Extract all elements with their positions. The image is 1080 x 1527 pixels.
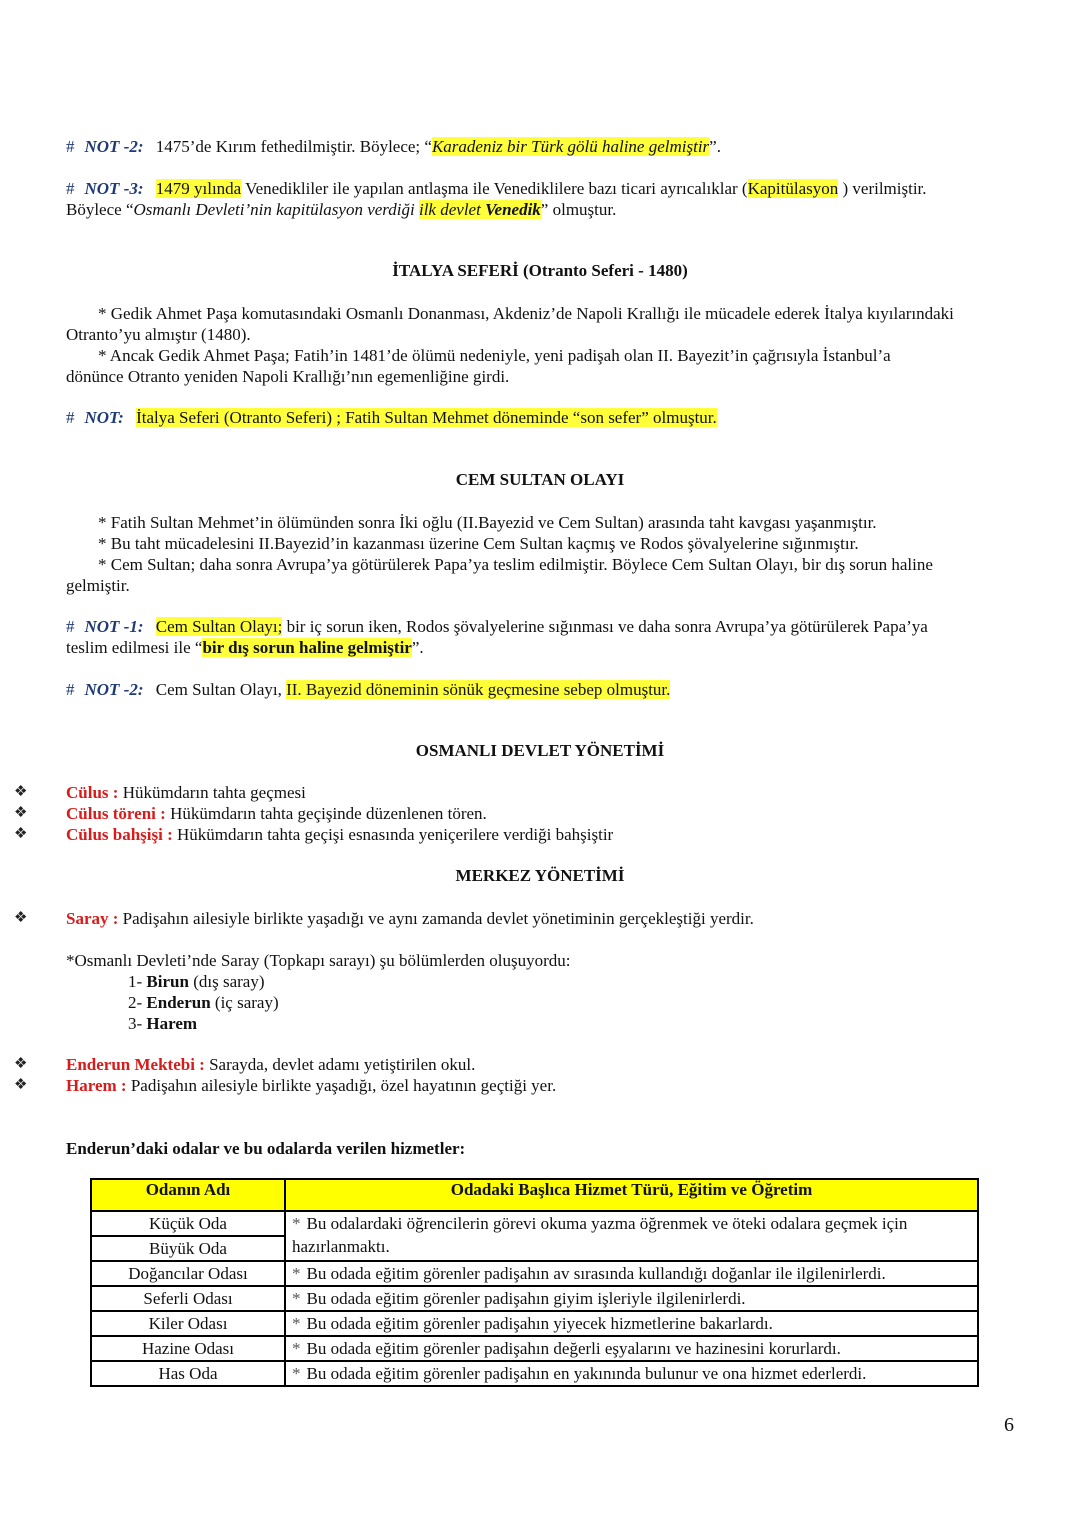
header-oda-adi: Odanın Adı [91, 1179, 285, 1211]
oda-name: Doğancılar Odası [91, 1261, 285, 1286]
note-3-kapitulasyon: # NOT -3: 1479 yılında Venedikliler ile yapılan antlaşma ile Venediklilere bazı ticari ayrıcalıklar (Kapitülasyon ) verilmiştir. [66, 179, 927, 198]
italya-heading: İTALYA SEFERİ (Otranto Seferi - 1480) [392, 261, 688, 280]
culus-toreni-item: Cülus töreni : Hükümdarın tahta geçişinde düzenlenen tören. [66, 804, 487, 823]
italya-p1-cont: Otranto’yu almıştır (1480). [66, 325, 251, 344]
italya-p2-cont: dönünce Otranto yeniden Napoli Krallığı’nın egemenliğine girdi. [66, 367, 510, 386]
yonetim-heading: OSMANLI DEVLET YÖNETİMİ [415, 741, 665, 760]
cem-p3: * Cem Sultan; daha sonra Avrupa’ya götürülerek Papa’ya teslim edilmiştir. Böylece Cem Sultan Olayı, bir dış sorun haline [98, 555, 933, 574]
oda-name: Büyük Oda [149, 1239, 227, 1258]
saray-part-harem: 3- Harem [128, 1014, 198, 1033]
cem-heading: CEM SULTAN OLAYI [455, 470, 625, 489]
merkez-heading: MERKEZ YÖNETİMİ [455, 866, 625, 885]
header-hizmet: Odadaki Başlıca Hizmet Türü, Eğitim ve Öğretim [285, 1179, 978, 1211]
harem-item: Harem : Padişahın ailesiyle birlikte yaşadığı, özel hayatının geçtiği yer. [66, 1076, 557, 1095]
table-row: Has Oda * Bu odada eğitim görenler padişahın en yakınında bulunur ve ona hizmet ederlerdi. [91, 1361, 978, 1386]
cem-p1: * Fatih Sultan Mehmet’in ölümünden sonra İki oğlu (II.Bayezid ve Cem Sultan) arasında taht kavgası yaşanmıştır. [98, 513, 877, 532]
oda-name: Kiler Odası [91, 1311, 285, 1336]
diamond-bullet-icon: ❖ [14, 1056, 28, 1072]
saray-part-birun: 1- Birun (dış saray) [128, 972, 265, 991]
cem-note-1-line2: teslim edilmesi ile “bir dış sorun haline gelmiştir”. [66, 638, 424, 657]
oda-desc: Bu odada eğitim görenler padişahın av sırasında kullandığı doğanlar ile ilgilenirlerdi. [306, 1264, 886, 1283]
table-row: Küçük Oda Büyük Oda * Bu odalardaki öğrencilerin görevi okuma yazma öğrenmek ve öteki odalara geçmek için hazırlanmaktı. [91, 1211, 978, 1261]
saray-item: Saray : Padişahın ailesiyle birlikte yaşadığı ve aynı zamanda devlet yönetiminin gerçekleştiği yerdir. [66, 909, 754, 928]
diamond-bullet-icon: ❖ [14, 1077, 28, 1093]
note-3-line2: Böylece “Osmanlı Devleti’nin kapitülasyon verdiği ilk devlet Venedik” olmuştur. [66, 200, 617, 219]
diamond-bullet-icon: ❖ [14, 910, 28, 926]
cem-note-2: # NOT -2: Cem Sultan Olayı, II. Bayezid döneminin sönük geçmesine sebep olmuştur. [66, 680, 671, 699]
diamond-bullet-icon: ❖ [14, 784, 28, 800]
saray-bolumler-intro: *Osmanlı Devleti’nde Saray (Topkapı sarayı) şu bölümlerden oluşuyordu: [66, 951, 571, 970]
italya-note: # NOT: İtalya Seferi (Otranto Seferi) ; Fatih Sultan Mehmet döneminde “son sefer” olmuştur. [66, 408, 717, 427]
diamond-bullet-icon: ❖ [14, 826, 28, 842]
oda-desc: Bu odada eğitim görenler padişahın giyim işleriyle ilgilenirlerdi. [306, 1289, 746, 1308]
oda-desc: Bu odada eğitim görenler padişahın en yakınında bulunur ve ona hizmet ederlerdi. [306, 1364, 867, 1383]
oda-name: Küçük Oda [92, 1212, 284, 1237]
table-row: Seferli Odası * Bu odada eğitim görenler padişahın giyim işleriyle ilgilenirlerdi. [91, 1286, 978, 1311]
oda-desc: Bu odada eğitim görenler padişahın yiyecek hizmetlerine bakarlardı. [306, 1314, 773, 1333]
oda-desc: Bu odalardaki öğrencilerin görevi okuma yazma öğrenmek ve öteki odalara geçmek için hazırlanmaktı. [292, 1214, 908, 1256]
italya-p2: * Ancak Gedik Ahmet Paşa; Fatih’in 1481’de ölümü nedeniyle, yeni padişah olan II. Bayezit’in çağrısıyla İstanbul’a [98, 346, 891, 365]
oda-name: Hazine Odası [91, 1336, 285, 1361]
table-row: Kiler Odası * Bu odada eğitim görenler padişahın yiyecek hizmetlerine bakarlardı. [91, 1311, 978, 1336]
culus-item: Cülus : Hükümdarın tahta geçmesi [66, 783, 306, 802]
cem-note-1: # NOT -1: Cem Sultan Olayı; bir iç sorun iken, Rodos şövalyelerine sığınması ve daha sonra Avrupa’ya götürülerek Papa’ya [66, 617, 928, 636]
table-caption: Enderun’daki odalar ve bu odalarda verilen hizmetler: [66, 1139, 466, 1158]
italya-p1: * Gedik Ahmet Paşa komutasındaki Osmanlı Donanması, Akdeniz’de Napoli Krallığı ile mücadele ederek İtalya kıyılarındaki [98, 304, 954, 323]
cem-p2: * Bu taht mücadelesini II.Bayezid’in kazanması üzerine Cem Sultan kaçmış ve Rodos şövalyelerine sığınmıştır. [98, 534, 859, 553]
diamond-bullet-icon: ❖ [14, 805, 28, 821]
enderun-mektebi-item: Enderun Mektebi : Sarayda, devlet adamı yetiştirilen okul. [66, 1055, 476, 1074]
page-number: 6 [1004, 1414, 1014, 1436]
oda-name: Seferli Odası [91, 1286, 285, 1311]
table-row: Doğancılar Odası * Bu odada eğitim görenler padişahın av sırasında kullandığı doğanlar ile ilgilenirlerdi. [91, 1261, 978, 1286]
cem-p3-cont: gelmiştir. [66, 576, 130, 595]
saray-part-enderun: 2- Enderun (iç saray) [128, 993, 279, 1012]
note-2-kirim: # NOT -2: 1475’de Kırım fethedilmiştir. Böylece; “Karadeniz bir Türk gölü haline gelmiştir”. [66, 137, 721, 156]
table-row: Hazine Odası * Bu odada eğitim görenler padişahın değerli eşyalarını ve hazinesini korurlardı. [91, 1336, 978, 1361]
oda-desc: Bu odada eğitim görenler padişahın değerli eşyalarını ve hazinesini korurlardı. [306, 1339, 841, 1358]
oda-name: Has Oda [91, 1361, 285, 1386]
enderun-odalar-table [90, 1178, 979, 1387]
table-header-row [91, 1179, 978, 1211]
culus-bahsisi-item: Cülus bahşişi : Hükümdarın tahta geçişi esnasında yeniçerilere verdiği bahşiştir [66, 825, 614, 844]
